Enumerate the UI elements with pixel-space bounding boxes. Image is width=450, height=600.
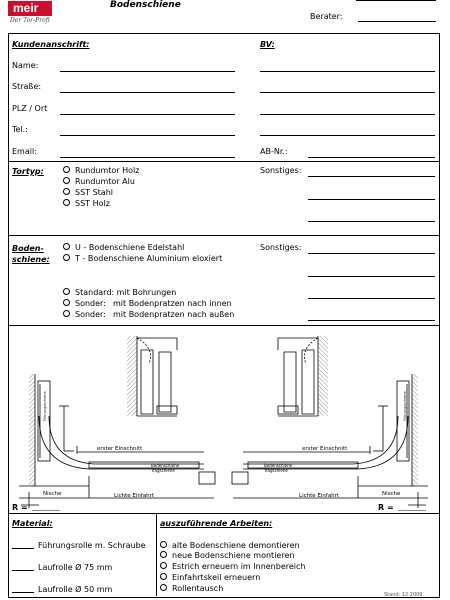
kunde-title: Kundenanschrift: <box>12 40 90 49</box>
label-lichte-right: Lichte Einfahrt <box>299 493 340 499</box>
mount-option-innen[interactable]: Sonder: mit Bodenpratzen nach innen <box>63 299 232 309</box>
mount-option-standard[interactable]: Standard: mit Bohrungen <box>63 288 176 298</box>
radio-icon <box>160 551 167 558</box>
radio-icon <box>63 299 70 306</box>
radio-icon <box>160 541 167 548</box>
divider-1 <box>8 161 439 162</box>
tortyp-sonstiges-3[interactable] <box>308 221 435 222</box>
quantity-field[interactable] <box>12 585 34 593</box>
field-name[interactable] <box>60 71 235 72</box>
field-name-label: Name: <box>12 61 39 70</box>
schiene-sonstiges-4[interactable] <box>308 320 435 321</box>
header-top-line <box>356 0 436 1</box>
field-plz-label: PLZ / Ort <box>12 104 48 113</box>
quantity-field[interactable] <box>12 541 34 549</box>
label-bodenschiene-left: Bodenschiene <box>151 463 180 468</box>
divider-4 <box>8 513 439 514</box>
detail-left-bottom <box>19 374 215 508</box>
label-tragschiene-left: Tragschiene <box>151 468 175 473</box>
schiene-sonstiges-2[interactable] <box>308 276 435 277</box>
tortyp-sonstiges-label: Sonstiges: <box>260 166 302 175</box>
field-plz[interactable] <box>60 114 235 115</box>
form-title: Bodenschiene <box>110 0 181 10</box>
r-label-right: R = <box>378 503 394 512</box>
bodenschiene-title-1: Boden- <box>12 244 44 253</box>
divider-material <box>156 513 157 596</box>
radio-icon <box>63 188 70 195</box>
detail-left-top <box>127 336 177 416</box>
r-label-left: R = <box>12 503 28 512</box>
arbeit-einfahrtskeil[interactable]: Einfahrtskeil erneuern <box>160 573 260 583</box>
label-nische-left: Nische <box>43 491 62 497</box>
schiene-sonstiges-3[interactable] <box>308 298 435 299</box>
material-item-laufrolle-50[interactable]: Laufrolle Ø 50 mm <box>12 585 112 594</box>
mount-option-aussen[interactable]: Sonder: mit Bodenpratzen nach außen <box>63 310 234 320</box>
schiene-sonstiges-label: Sonstiges: <box>260 243 302 252</box>
field-tel-label: Tel.: <box>12 125 28 134</box>
field-strasse[interactable] <box>60 92 235 93</box>
r-field-right[interactable] <box>398 510 426 511</box>
arbeit-demontieren[interactable]: alte Bodenschiene demontieren <box>160 541 300 551</box>
bv-line-3[interactable] <box>260 114 435 115</box>
tortyp-option-sst-holz[interactable]: SST Holz <box>63 199 110 209</box>
bv-line-2[interactable] <box>260 92 435 93</box>
berater-field[interactable] <box>358 21 436 22</box>
label-bodenschiene-right: Bodenschiene <box>264 463 293 468</box>
radio-icon <box>63 166 70 173</box>
field-strasse-label: Straße: <box>12 82 42 91</box>
arbeiten-title: auszuführende Arbeiten: <box>160 519 273 528</box>
r-field-left[interactable] <box>32 510 60 511</box>
schiene-option-u[interactable]: U - Bodenschiene Edelstahl <box>63 243 184 253</box>
arbeit-rollentausch[interactable]: Rollentausch <box>160 584 223 594</box>
schiene-sonstiges-1[interactable] <box>308 253 435 254</box>
berater-label: Berater: <box>310 12 343 21</box>
bv-line-1[interactable] <box>260 71 435 72</box>
footer-text: Stand: 12.2009 <box>384 592 423 598</box>
quantity-field[interactable] <box>12 563 34 571</box>
radio-icon <box>160 562 167 569</box>
ab-nr-field[interactable] <box>308 157 435 158</box>
radio-icon <box>63 288 70 295</box>
company-logo <box>8 1 52 16</box>
tortyp-sonstiges-2[interactable] <box>308 199 435 200</box>
radio-icon <box>63 310 70 317</box>
field-tel[interactable] <box>60 135 235 136</box>
label-fuehrung-right: Führungsschiene <box>403 391 407 421</box>
material-title: Material: <box>12 519 53 528</box>
tortyp-sonstiges-1[interactable] <box>308 176 435 177</box>
tortyp-option-rundumtor-holz[interactable]: Rundumtor Holz <box>63 166 139 176</box>
bv-title: BV: <box>260 40 275 49</box>
bodenschiene-title-2: schiene: <box>12 255 50 264</box>
field-email-label: Email: <box>12 147 37 156</box>
radio-icon <box>63 199 70 206</box>
bv-line-4[interactable] <box>260 135 435 136</box>
tortyp-option-rundumtor-alu[interactable]: Rundumtor Alu <box>63 177 135 187</box>
label-lichte-left: Lichte Einfahrt <box>114 493 155 499</box>
radio-icon <box>63 254 70 261</box>
radio-icon <box>63 243 70 250</box>
radio-icon <box>160 573 167 580</box>
detail-right-bottom <box>232 374 428 508</box>
technical-drawing <box>9 326 438 513</box>
divider-2 <box>8 235 439 236</box>
label-nische-right: Nische <box>382 491 401 497</box>
material-item-laufrolle-75[interactable]: Laufrolle Ø 75 mm <box>12 563 112 572</box>
logo-tagline: Der Tor-Profi <box>10 17 50 24</box>
label-erster-einschnitt-left: erster Einschnitt <box>97 446 143 452</box>
radio-icon <box>160 584 167 591</box>
arbeit-montieren[interactable]: neue Bodenschiene montieren <box>160 551 294 561</box>
tortyp-option-sst-stahl[interactable]: SST Stahl <box>63 188 113 198</box>
label-fuehrung-left: Führungsschiene <box>43 391 47 421</box>
material-item-fuehrungsrolle[interactable]: Führungsrolle m. Schraube <box>12 541 146 550</box>
tortyp-title: Tortyp: <box>12 167 44 176</box>
ab-nr-label: AB-Nr.: <box>260 147 288 156</box>
logo-text: meir <box>13 1 39 15</box>
detail-right-top <box>278 336 328 416</box>
label-erster-einschnitt-right: erster Einschnitt <box>302 446 348 452</box>
schiene-option-t[interactable]: T - Bodenschiene Aluminium eloxiert <box>63 254 222 264</box>
radio-icon <box>63 177 70 184</box>
field-email[interactable] <box>60 157 235 158</box>
arbeit-estrich[interactable]: Estrich erneuern im Innenbereich <box>160 562 305 572</box>
label-tragschiene-right: Tragschiene <box>264 468 288 473</box>
